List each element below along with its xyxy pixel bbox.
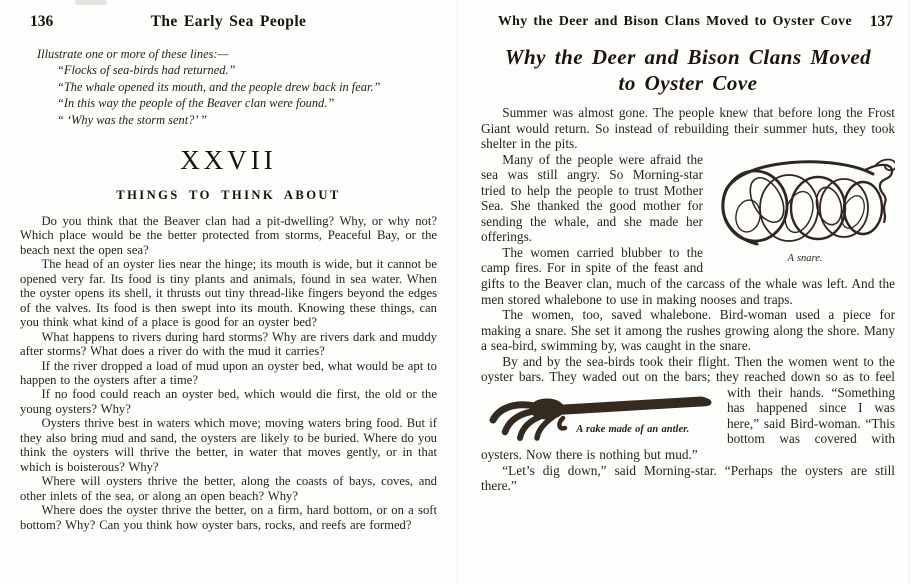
question-paragraph: If the river dropped a load of mud upon an oyster bed, what would be apt to happen to the oysters after a time?	[20, 358, 437, 388]
chapter-title-line: Why the Deer and Bison Clans Moved	[504, 45, 872, 69]
left-running-header: The Early Sea People	[150, 13, 307, 30]
exercise-quote-line: “The whale opened its mouth, and the people drew back in fear.”	[57, 79, 381, 94]
left-page-number: 136	[30, 13, 54, 30]
rake-figure	[475, 386, 719, 444]
illustration-exercise	[20, 46, 437, 128]
snare-wrap-section	[481, 152, 895, 494]
exercise-intro: Illustrate one or more of these lines:—	[37, 47, 229, 61]
story-body	[481, 105, 895, 494]
question-paragraph: What happens to rivers during hard storms? Why are rivers dark and muddy after storms? What does a river do with the mud it carries?	[20, 329, 437, 359]
question-paragraph: If no food could reach an oyster bed, which would die first, the old or the young oysters? Why?	[20, 387, 437, 416]
story-paragraph: “Let’s dig down,” said Morning-star. “Perhaps the oysters are still there.”	[481, 462, 895, 494]
right-page-number: 137	[869, 13, 893, 30]
left-page-header	[20, 13, 437, 33]
chapter-title	[481, 44, 895, 96]
exercise-quote-line: “In this way the people of the Beaver clan were found.”	[57, 96, 335, 111]
left-page-body	[20, 214, 437, 532]
chapter-number: XXVII	[180, 145, 277, 176]
story-paragraph: The women carried blubber to the camp fires. For in spite of the feast and gifts to the Beaver clan, much of the carcass of the whale was left. And the men stored whalebone to use in making nooses and traps.	[481, 244, 895, 307]
story-paragraph: Many of the people were afraid the sea was still angry. So Morning-star tried to help the people to trust Mother Sea. She thanked the good mother for sending the whale, and she made her offerings.	[481, 151, 703, 245]
story-text: By and by the sea-birds took their flight. Then the women went to the oyster bars. They waded out on the	[481, 353, 895, 385]
story-paragraph	[481, 354, 895, 463]
question-paragraph: The head of an oyster lies near the hinge; its mouth is wide, but it cannot be opened very far. Its food is tiny plants and animals, found in sea water. When the oyster opens its shell, it thrusts out tiny thread-like fingers beyond the edges of the valves. Its food is then swept into its mouth. Knowing these things, can you think what kind of a place is good for an oyster bed?	[20, 257, 437, 330]
story-paragraph: Summer was almost gone. The people knew that before long the Frost Giant would return. So instead of rebuilding their summer huts, they took shelter in the pits.	[481, 105, 895, 152]
question-paragraph: Where will oysters thrive the better, along the coasts of bays, coves, and other inlets of the sea, or along an open beach? Why?	[20, 474, 437, 503]
story-paragraph: The women, too, saved whalebone. Bird-woman used a piece for making a snare. She set it among the rushes growing along the shore. Many a sea-bird, swimming by, was caught in the snare.	[481, 307, 895, 354]
story-text: bars; they reached down so as to feel with their hands. “Something has happened since I was here,” said Bird-woman. “This bottom was covered with oysters. Now there is nothing but mud.”	[481, 369, 895, 463]
exercise-quote-line: “Flocks of sea-birds had returned.”	[57, 63, 236, 78]
snare-illustration	[715, 154, 895, 250]
right-running-header: Why the Deer and Bison Clans Moved to Oyster Cove	[497, 13, 853, 28]
question-paragraph: Do you think that the Beaver clan had a pit-dwelling? Why, or why not? Which place would be the better protected from storms, Peaceful Bay, or the beach next the open sea?	[20, 214, 437, 257]
rake-caption: A rake made of an antler.	[576, 423, 690, 435]
snare-caption: A snare.	[787, 252, 823, 264]
right-page	[456, 0, 912, 584]
snare-figure	[715, 154, 895, 267]
exercise-quote-line: “ ‘Why was the storm sent?’ ”	[57, 112, 208, 127]
chapter-title-line: to Oyster Cove	[618, 71, 758, 95]
section-heading: THINGS TO THINK ABOUT	[116, 188, 341, 203]
right-page-header	[481, 13, 895, 33]
question-paragraph: Where does the oyster thrive the better, on a firm, hard bottom, or on a soft bottom? Why? Can you think how oyster bars, rocks, and reefs are formed?	[20, 503, 437, 532]
question-paragraph: Oysters thrive best in waters which move; moving waters bring food. But if they also bring mud and sand, the oysters are likely to be buried. Where do you think the oysters will thrive the better, in water that moves gently, or in that which is boisterous? Why?	[20, 416, 437, 474]
